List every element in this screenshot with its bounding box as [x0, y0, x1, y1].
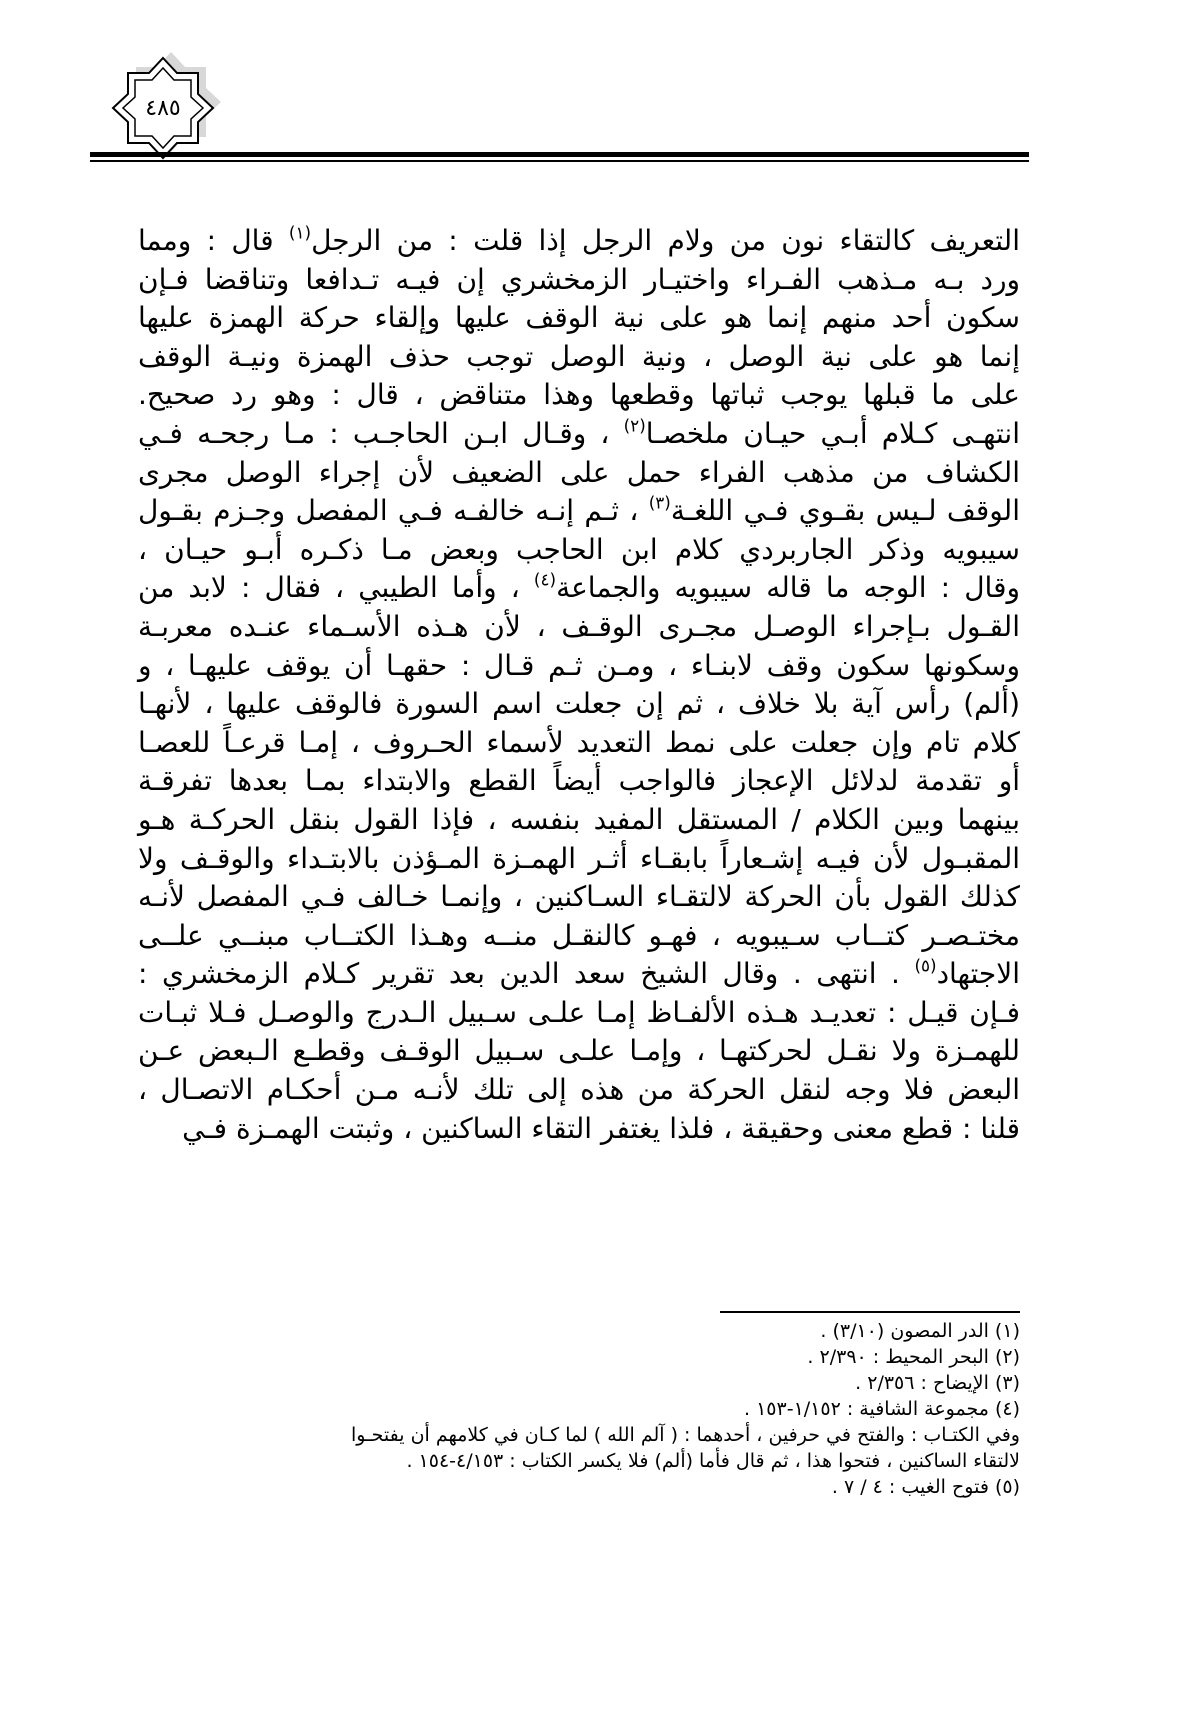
body-line: [138, 415, 1020, 454]
body-text-segment: للهمـزة ولا نقـل لحركتهـا ، وإمـا علـى سـبيل الوقـف وقطـع الـبعض عـن: [138, 1034, 1020, 1068]
body-text-segment: وقال : الوجه ما قاله سيبويه والجماعة: [556, 571, 1020, 605]
body-text-segment: كذلك القول بأن الحركة لالتقـاء السـاكنين ، وإنمـا خـالف فـي المفصل لأنـه: [138, 880, 1020, 914]
body-text-segment: على ما قبلها يوجب ثباتها وقطعها وهذا متناقض ، قال : وهو رد صحيح.: [138, 378, 1020, 412]
body-text-segment: إنما هو على نية الوصل ، ونية الوصل توجب حذف الهمزة ونيـة الوقف: [138, 339, 1020, 373]
body-line: [138, 222, 1020, 261]
body-text-segment: القـول بـإجراء الوصـل مجـرى الوقـف ، لأن هـذه الأسـماء عنـده معربـة: [138, 609, 1020, 643]
body-text: [138, 222, 1020, 1148]
body-line: [138, 608, 1020, 647]
body-text-segment: وسكونها سكون وقف لابنـاء ، ومـن ثـم قـال : حقهـا أن يوقف عليهـا ، و: [138, 648, 1020, 682]
footnote-ref: (٣): [648, 492, 671, 513]
body-line: [138, 338, 1020, 377]
footnote-2: (٢) البحر المحيط : ٢/٣٩٠ .: [807, 1346, 1020, 1368]
body-text-segment: أو تقدمة لدلائل الإعجاز فالواجب أيضاً القطع والابتداء بمـا بعدها تفرقـة: [138, 764, 1020, 798]
footnotes: [160, 1318, 1020, 1500]
body-text-segment: بينهما وبين الكلام / المستقل المفيد بنفسه ، فإذا القول بنقل الحركـة هـو: [138, 802, 1020, 836]
footnote-4-note-line: لالتقاء الساكنين ، فتحوا هذا ، ثم قال فأما (ألم) فلا يكسر الكتاب : ٤/١٥٣-١٥٤ .: [406, 1450, 1020, 1472]
body-line: [138, 531, 1020, 570]
body-line: [138, 840, 1020, 879]
body-line: [138, 955, 1020, 994]
body-text-segment: الوقف لـيس بقـوي فـي اللغـة: [670, 494, 1020, 528]
body-text-segment: قلنا : قطع معنى وحقيقة ، فلذا يغتفر التقاء الساكنين ، وثبتت الهمـزة فـي: [182, 1111, 1020, 1145]
body-text-segment: المقبـول لأن فيـه إشـعاراً بابقـاء أثـر الهمـزة المـؤذن بالابتـداء والوقـف ولا: [138, 841, 1020, 875]
body-text-segment: سيبويه وذكر الجاربردي كلام ابن الحاجب وبعض مـا ذكـره أبـو حيـان ،: [138, 532, 1020, 566]
footnote-3: (٣) الإيضاح : ٢/٣٥٦ .: [855, 1372, 1020, 1394]
body-line: [138, 878, 1020, 917]
body-line: [138, 1110, 1020, 1149]
body-line: [138, 685, 1020, 724]
body-line: [138, 917, 1020, 956]
footnote-4-note: [160, 1422, 1020, 1474]
footnote-1: (١) الدر المصون (٣/١٠) .: [820, 1320, 1020, 1342]
body-line: [138, 647, 1020, 686]
page-number: ٤٨٥: [145, 95, 181, 121]
body-text-segment: ورد بـه مـذهب الفـراء واختيـار الزمخشري إن فيـه تـدافعا وتناقضا فـإن: [138, 262, 1020, 296]
body-text-segment: كلام تام وإن جعلت على نمط التعديد لأسماء الحـروف ، إمـا قرعـاً للعصـا: [138, 725, 1020, 759]
footnote-4: (٤) مجموعة الشافية : ١/١٥٢-١٥٣ .: [744, 1398, 1020, 1420]
footnote-4-note-line: وفي الكتـاب : والفتح في حرفين ، أحدهما : ( آلم الله ) لما كـان في كلامهم أن يفتحـوا: [350, 1424, 1020, 1446]
body-line: [138, 299, 1020, 338]
footnote-5: (٥) فتوح الغيب : ٤ / ٧ .: [831, 1476, 1020, 1498]
footnote-ref: (٢): [623, 415, 646, 436]
body-line: [138, 994, 1020, 1033]
body-text-segment: انتهـى كـلام أبـي حيـان ملخصـا: [645, 416, 1020, 450]
body-text-segment: مختـصـر كتــاب سـيبويه ، فهـو كالنقـل منــه وهـذا الكتــاب مبنــي علــى: [138, 918, 1020, 952]
body-line: [138, 801, 1020, 840]
body-text-segment: الكشاف من مذهب الفراء حمل على الضعيف لأن إجراء الوصل مجرى: [138, 455, 1020, 489]
footnote-ref: (١): [288, 222, 312, 243]
footnote-separator: [720, 1311, 1020, 1313]
body-line: [138, 1032, 1020, 1071]
body-text-segment: سكون أحد منهم إنما هو على نية الوقف عليها وإلقاء حركة الهمزة عليها: [138, 301, 1020, 335]
body-text-segment: ، وقـال ابـن الحاجـب : مـا رجحـه فـي: [138, 416, 624, 450]
body-line: [138, 724, 1020, 763]
body-text-segment: البعض فلا وجه لنقل الحركة من هذه إلى تلك لأنـه مـن أحكـام الاتصـال ،: [138, 1073, 1020, 1107]
page-number-badge: [107, 46, 227, 166]
header-rule-thin: [90, 160, 1029, 162]
body-line: [138, 569, 1020, 608]
body-line: [138, 376, 1020, 415]
body-text-segment: (ألم) رأس آية بلا خلاف ، ثم إن جعلت اسم السورة فالوقف عليها ، لأنهـا: [138, 687, 1020, 721]
body-text-segment: . انتهى . وقال الشيخ سعد الدين بعد تقرير كـلام الزمخشري :: [138, 957, 915, 991]
body-text-segment: فـإن قيـل : تعديـد هـذه الألفـاظ إمـا علـى سـبيل الـدرج والوصـل فـلا ثبـات: [138, 995, 1020, 1029]
footnote-ref: (٤): [533, 569, 557, 590]
body-line: [138, 762, 1020, 801]
body-text-segment: ، ثـم إنـه خالفـه فـي المفصل وجـزم بقـول: [138, 494, 649, 528]
body-line: [138, 454, 1020, 493]
body-line: [138, 492, 1020, 531]
header-rule-thick: [90, 152, 1029, 157]
footnote-ref: (٥): [914, 955, 937, 976]
body-text-segment: ، وأما الطيبي ، فقال : لابد من: [138, 571, 534, 605]
body-text-segment: قال : ومما: [138, 224, 289, 257]
body-text-segment: الاجتهاد: [936, 957, 1020, 991]
body-line: [138, 1071, 1020, 1110]
body-text-segment: التعريف كالتقاء نون من ولام الرجل إذا قلت : من الرجل: [311, 224, 1020, 257]
body-line: [138, 261, 1020, 300]
